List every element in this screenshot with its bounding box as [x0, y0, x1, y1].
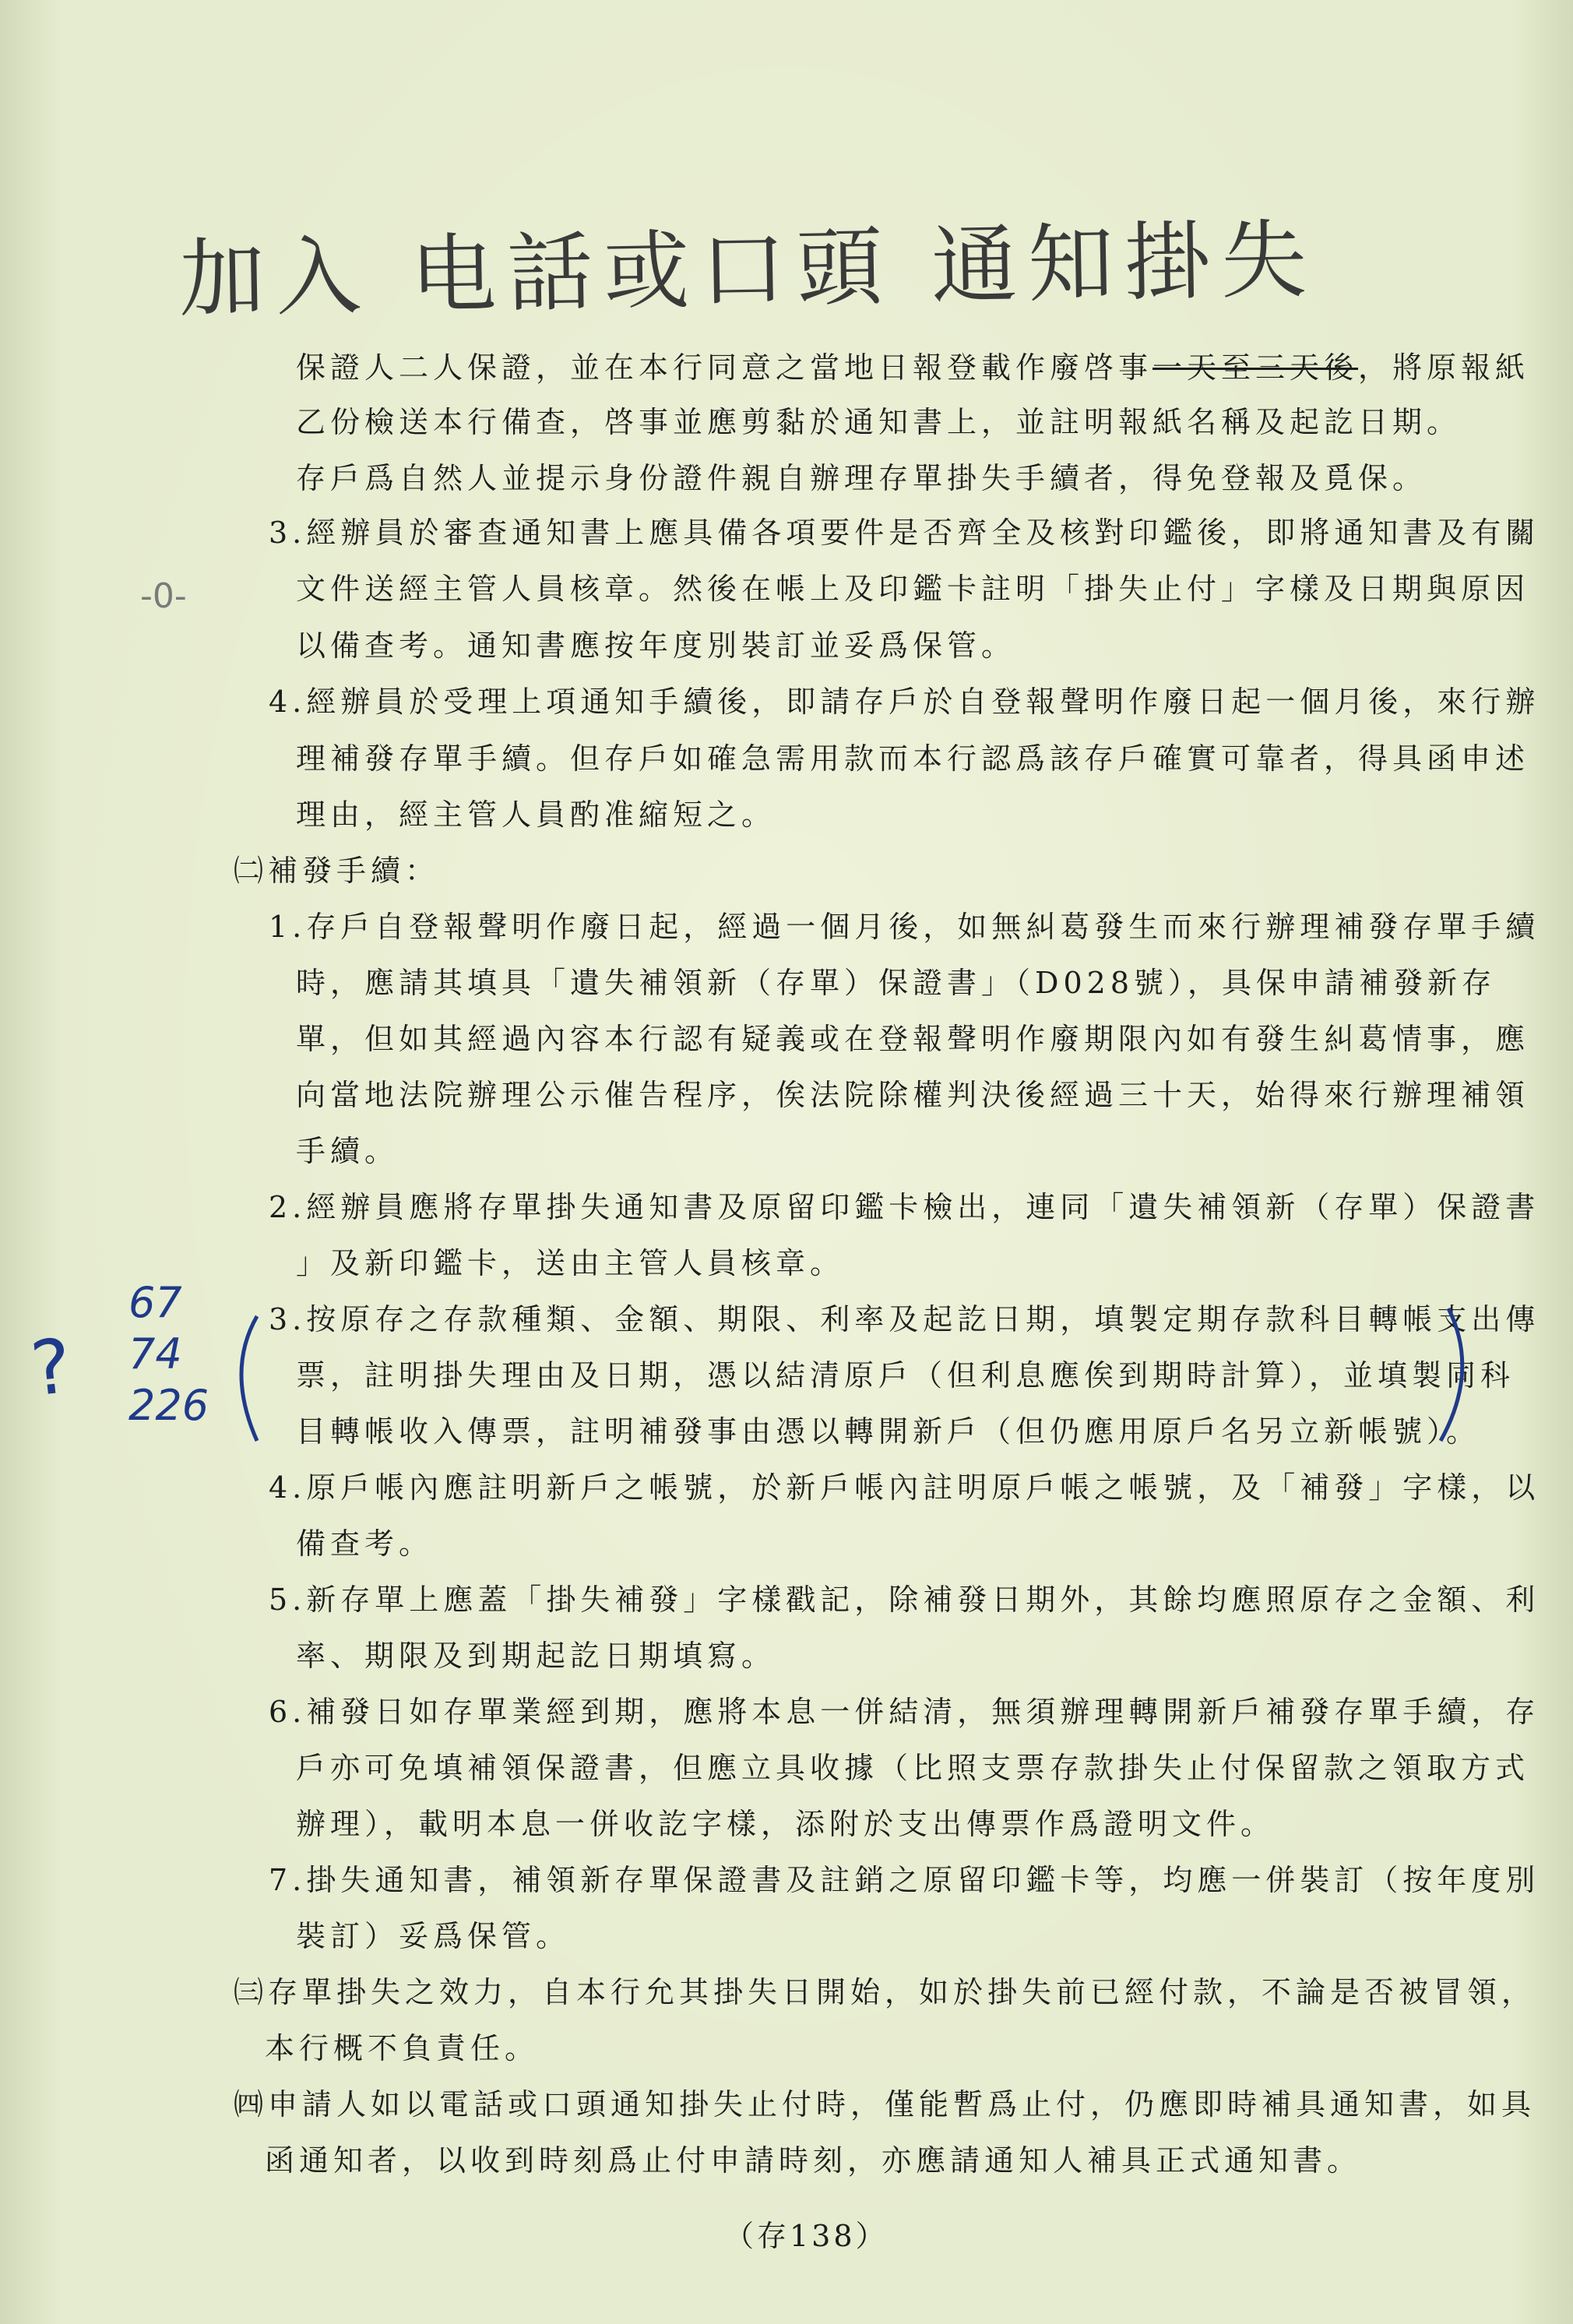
text-line: 保證人二人保證，並在本行同意之當地日報登載作廢啓事一天至三天後，將原報紙	[296, 350, 1530, 385]
text-line: 戶亦可免填補領保證書，但應立具收據（比照支票存款掛失止付保留款之領取方式	[296, 1751, 1530, 1785]
text-line: 乙份檢送本行備查，啓事並應剪黏於通知書上，並註明報紙名稱及起訖日期。	[296, 405, 1462, 439]
text-line: 5.新存單上應蓋「掛失補發」字樣戳記，除補發日期外，其餘均應照原存之金額、利	[269, 1583, 1540, 1617]
handwritten-note: 加入 电話或口頭 通知掛失	[178, 210, 1319, 329]
text-line: 以備查考。通知書應按年度別裝訂並妥爲保管。	[296, 629, 1016, 663]
text-line: 7.掛失通知書，補領新存單保證書及註銷之原留印鑑卡等，均應一併裝訂（按年度別	[269, 1863, 1540, 1897]
text-line: 辦理），載明本息一併收訖字樣，添附於支出傳票作爲證明文件。	[296, 1807, 1276, 1841]
margin-number: 74	[128, 1329, 182, 1379]
text-line: 」及新印鑑卡，送由主管人員核章。	[296, 1246, 845, 1280]
text-line: 裝訂）妥爲保管。	[296, 1919, 571, 1953]
text-line: 存戶爲自然人並提示身份證件親自辦理存單掛失手續者，得免登報及覓保。	[296, 461, 1427, 495]
section-heading: ㈡補發手續：	[234, 854, 440, 888]
text-line: 3.按原存之存款種類、金額、期限、利率及起訖日期，填製定期存款科目轉帳支出傳	[269, 1302, 1540, 1336]
text-line: 單，但如其經過內容本行認有疑義或在登報聲明作廢期限內如有發生糾葛情事，應	[296, 1022, 1530, 1056]
text-line: 4.經辦員於受理上項通知手續後，即請存戶於自登報聲明作廢日起一個月後，來行辦	[269, 685, 1540, 719]
margin-number: 67	[128, 1278, 182, 1327]
section-heading: ㈢存單掛失之效力，自本行允其掛失日開始，如於掛失前已經付款，不論是否被冒領，	[234, 1975, 1536, 2009]
text-line: 函通知者，以收到時刻爲止付申請時刻，亦應請通知人補具正式通知書。	[265, 2143, 1362, 2178]
text-line: 向當地法院辦理公示催告程序，俟法院除權判決後經過三十天，始得來行辦理補領	[296, 1078, 1530, 1112]
text-line: 文件送經主管人員核章。然後在帳上及印鑑卡註明「掛失止付」字樣及日期與原因	[296, 572, 1530, 606]
margin-mark: -0-	[140, 576, 187, 616]
text-line: 理補發存單手續。但存戶如確急需用款而本行認爲該存戶確實可靠者，得具函申述	[296, 741, 1530, 776]
struck-text: 一天至三天後	[1152, 350, 1359, 385]
text-line: 本行概不負責任。	[265, 2031, 540, 2065]
text-line: 6.補發日如存單業經到期，應將本息一併結清，無須辦理轉開新戶補發存單手續，存	[269, 1695, 1540, 1729]
text-line: 2.經辦員應將存單掛失通知書及原留印鑑卡檢出，連同「遺失補領新（存單）保證書	[269, 1190, 1540, 1224]
section-heading: ㈣申請人如以電話或口頭通知掛失止付時，僅能暫爲止付，仍應即時補具通知書，如具	[234, 2087, 1536, 2122]
margin-number: 226	[128, 1381, 209, 1430]
text-line: 票，註明掛失理由及日期，憑以結清原戶（但利息應俟到期時計算），並填製同科	[296, 1358, 1515, 1393]
text-line: 備查考。	[296, 1526, 434, 1561]
text-line: 手續。	[296, 1134, 399, 1168]
text-line: 理由，經主管人員酌准縮短之。	[296, 798, 776, 832]
left-bracket	[241, 1316, 257, 1441]
text-line: 時，應請其填具「遺失補領新（存單）保證書」（D028號），具保申請補發新存	[296, 966, 1497, 1000]
text-line: 3.經辦員於審查通知書上應具備各項要件是否齊全及核對印鑑後，即將通知書及有關	[269, 516, 1540, 550]
text-line: 1.存戶自登報聲明作廢日起，經過一個月後，如無糾葛發生而來行辦理補發存單手續	[269, 910, 1540, 944]
margin-question-mark: ?	[26, 1322, 76, 1414]
right-bracket	[1441, 1308, 1462, 1441]
text-line: 目轉帳收入傳票，註明補發事由憑以轉開新戶（但仍應用原戶名另立新帳號）。	[296, 1414, 1481, 1449]
text-line: 率、期限及到期起訖日期填寫。	[296, 1639, 776, 1673]
page-number: （存138）	[724, 2219, 889, 2253]
text-line: 4.原戶帳內應註明新戶之帳號，於新戶帳內註明原戶帳之帳號，及「補發」字樣，以	[269, 1470, 1540, 1505]
